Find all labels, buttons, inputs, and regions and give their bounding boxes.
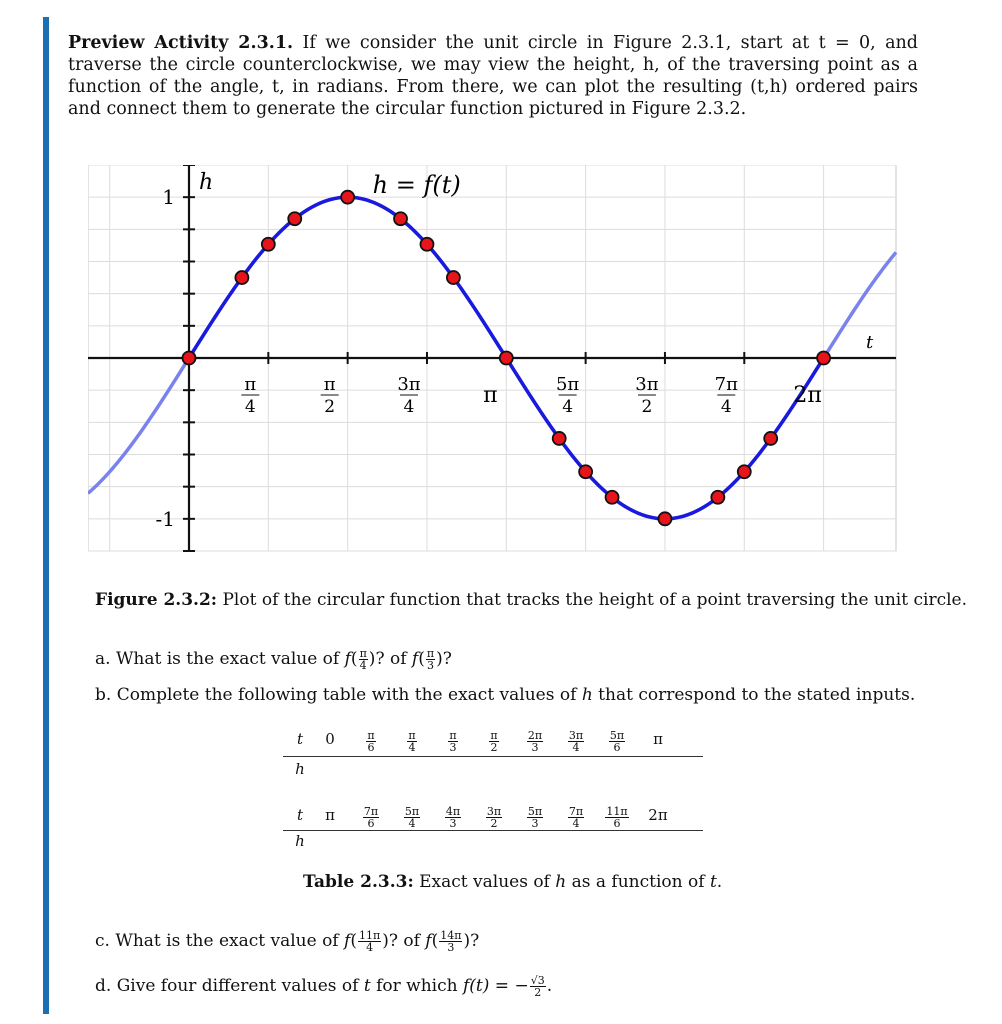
activity-intro <box>68 32 918 120</box>
frac-pi-over-4: $\frac{\pi}{4}$ <box>359 647 367 672</box>
y-axis-label: h <box>199 170 214 195</box>
table-rule-2 <box>283 830 703 831</box>
question-c-end: ? <box>470 931 480 951</box>
table-cell: π <box>325 806 335 824</box>
table-cell: $\frac{2\pi}{3}$ <box>527 729 543 754</box>
data-point <box>579 465 592 478</box>
question-a-end: ? <box>442 649 452 669</box>
x-tick-label: π <box>244 374 257 395</box>
x-tick-label: 7π <box>714 374 738 395</box>
data-point <box>711 491 724 504</box>
question-a-letter: a. <box>95 649 111 669</box>
question-b-letter: b. <box>95 685 112 705</box>
question-d-tail: for which <box>376 976 458 996</box>
frac-11pi-over-4: $\frac{11\pi}{4}$ <box>358 929 381 954</box>
y-tick-label: 1 <box>162 185 175 210</box>
data-point <box>341 191 354 204</box>
question-d-letter: d. <box>95 976 112 996</box>
activity-text: If we consider the unit circle in Figure 2.3.1, start at t = 0, and traverse the circle counterclockwise, we may view the height, h, of the traversing point as a function of the angle, t, in radians. From there, we can plot the resulting (t,h) ordered pairs and connect them to generate the circular function pictured in Figure 2.3.2. <box>68 33 918 119</box>
frac-sqrt3-over-2: $\frac{√3}{2}$ <box>530 974 545 999</box>
table-caption-tail: as a function of <box>571 872 705 892</box>
function-f: f <box>344 649 351 669</box>
table-caption-label: Table 2.3.3: <box>303 872 414 892</box>
question-d-end: . <box>546 976 553 996</box>
table-h-label-1: h <box>295 760 305 778</box>
x-tick-label-den: 2 <box>324 397 336 417</box>
question-b <box>95 685 915 705</box>
x-tick-label: π <box>323 374 336 395</box>
table-cell: $\frac{5\pi}{4}$ <box>404 805 420 830</box>
table-caption <box>303 872 722 892</box>
question-c-mid: ? of <box>388 931 420 951</box>
table-rule-1 <box>283 756 703 757</box>
x-tick-label-den: 4 <box>403 397 415 417</box>
x-tick-label: 3π <box>397 374 421 395</box>
function-f: f <box>344 931 351 951</box>
table-t-label: t <box>296 730 304 748</box>
x-tick-label: 2π <box>793 383 822 408</box>
x-tick-label: π <box>483 383 498 408</box>
data-point <box>183 352 196 365</box>
data-point <box>447 271 460 284</box>
figure-caption-label: Figure 2.3.2: <box>95 590 218 610</box>
table-cell: $\frac{3\pi}{4}$ <box>568 729 584 754</box>
x-tick-label-den: 4 <box>562 397 574 417</box>
var-h: h <box>581 685 593 705</box>
table-cell: $\frac{3\pi}{2}$ <box>486 805 502 830</box>
y-tick-label: -1 <box>155 506 175 531</box>
data-point <box>394 212 407 225</box>
sine-figure <box>88 165 898 555</box>
table-cell: $\frac{\pi}{4}$ <box>408 729 416 754</box>
data-point <box>288 212 301 225</box>
table-cell: 0 <box>325 730 335 748</box>
function-f: f <box>425 931 432 951</box>
x-tick-label: 5π <box>555 374 580 395</box>
table-caption-end: . <box>716 872 723 892</box>
x-tick-label-den: 2 <box>641 397 653 417</box>
frac-pi-over-3: $\frac{\pi}{3}$ <box>426 647 435 672</box>
table-cell: 2π <box>648 806 668 824</box>
question-d-text: Give four different values of <box>116 976 359 996</box>
table-cell: $\frac{\pi}{3}$ <box>449 729 457 754</box>
question-c-letter: c. <box>95 931 110 951</box>
chart-title: h = f(t) <box>372 171 461 199</box>
table-caption-text: Exact values of <box>419 872 550 892</box>
frac-14pi-over-3: $\frac{14\pi}{3}$ <box>440 929 462 954</box>
data-point <box>235 271 248 284</box>
data-point <box>817 352 830 365</box>
table-caption-var: h <box>555 872 567 892</box>
data-point <box>606 491 619 504</box>
data-point <box>764 432 777 445</box>
x-tick-label-den: 4 <box>244 397 256 417</box>
question-a-text: What is the exact value of <box>115 649 340 669</box>
question-a-mid: ? of <box>375 649 407 669</box>
table-cell: $\frac{7\pi}{6}$ <box>363 805 379 830</box>
table-cell: $\frac{5\pi}{6}$ <box>609 729 625 754</box>
table-cell: π <box>653 730 663 748</box>
question-d <box>95 975 552 998</box>
table-cell: $\frac{\pi}{2}$ <box>490 729 498 754</box>
activity-label: Preview Activity 2.3.1. <box>68 33 294 53</box>
table-cell: $\frac{11\pi}{6}$ <box>606 805 628 830</box>
data-point <box>262 238 275 251</box>
x-tick-label: 3π <box>635 374 659 395</box>
data-point <box>553 432 566 445</box>
table-cell: $\frac{4\pi}{3}$ <box>445 805 461 830</box>
table-caption-var2: t <box>709 872 717 892</box>
x-tick-label-den: 4 <box>720 397 732 417</box>
var-t: t <box>363 976 371 996</box>
data-point <box>420 238 433 251</box>
question-c: c. What is the exact value of f( $\frac{11\pi}{4}$ )? of f( $\frac{14\pi}{3}$ )? <box>95 929 480 954</box>
figure-caption-text: Plot of the circular function that tracks the height of a point traversing the unit circle. <box>222 590 967 610</box>
figure-caption <box>95 590 967 610</box>
table-t-label: t <box>296 806 304 824</box>
x-axis-label: t <box>866 332 874 353</box>
question-c-text: What is the exact value of <box>115 931 339 951</box>
data-point <box>658 512 671 525</box>
question-b-text: Complete the following table with the exact values of <box>116 685 577 705</box>
table-cell: $\frac{\pi}{6}$ <box>367 729 375 754</box>
question-a: a. What is the exact value of f( $\frac{\pi}{4}$ )? of f( $\frac{\pi}{3}$ )? <box>95 647 452 672</box>
question-b-tail: that correspond to the stated inputs. <box>598 685 916 705</box>
table-cell: $\frac{7\pi}{4}$ <box>568 805 584 830</box>
data-point <box>500 352 513 365</box>
question-d-equation: f(t) = − <box>463 976 529 996</box>
table-cell: $\frac{5\pi}{3}$ <box>527 805 543 830</box>
activity-left-bar <box>43 17 49 1014</box>
function-f: f <box>411 649 419 669</box>
data-point <box>738 465 751 478</box>
table-h-label-2: h <box>295 832 305 850</box>
